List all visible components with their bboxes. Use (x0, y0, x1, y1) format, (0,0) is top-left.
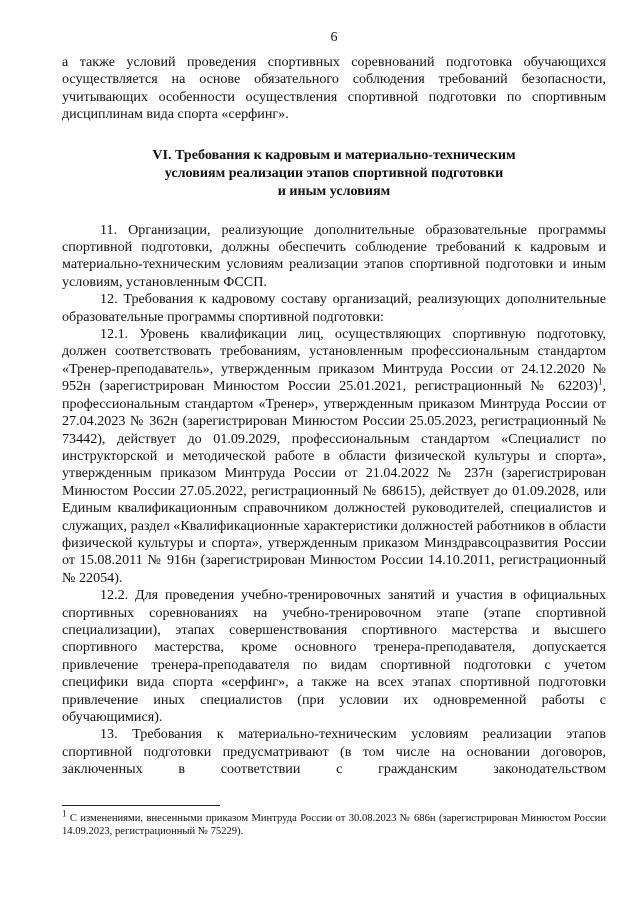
section-heading-line-2: условиям реализации этапов спортивной подготовки (164, 164, 504, 181)
paragraph-12-2: 12.2. Для проведения учебно-тренировочных занятий и участия в официальных спортивных соревнованиях на учебно-тренировочном этапе (этапе спортивной специализации), этапах совершенствования спортивного мастерства и высшего спортивного мастерства, кроме основного тренера-преподавателя, допускается привлечение тренера-преподавателя по видам спортивной подготовки с учетом специфики вида спорта «серфинг», а также на всех этапах спортивной подготовки привлечение иных специалистов (при условии их одновременной работы с обучающимися). (62, 587, 606, 725)
paragraph-13: 13. Требования к материально-техническим условиям реализации этапов спортивной подготовки предусматривают (в том числе на основании договоров, заключенных в соответствии с гражданским законодательством (62, 726, 606, 778)
paragraph-12-1-text-b: , профессиональным стандартом «Тренер», утвержденным приказом Минтруда России от 27.04.2023 № 362н (зарегистрирован Минюстом России 25.05.2023, регистрационный № 73442), действует до 01.09.2029, профессиональным стандартом «Специалист по инструкторской и методической работе в области физической культуры и спорта», утвержденным приказом Минтруда России от 21.04.2022 № 237н (зарегистрирован Минюстом России 27.05.2022, регистрационный № 68615), действует до 01.09.2028, или Единым квалификационным справочником должностей руководителей, специалистов и служащих, раздел «Квалификационные характеристики должностей работников в области физической культуры и спорта», утвержденным приказом Минздравсоцразвития России от 15.08.2011 № 916н (зарегистрирован Минюстом России 14.10.2011, регистрационный № 22054). (62, 378, 606, 586)
intro-paragraph: а также условий проведения спортивных соревнований подготовка обучающихся осуществляется на основе обязательного соблюдения требований безопасности, учитывающих особенности осуществления спортивной подготовки по спортивным дисциплинам вида спорта «серфинг». (62, 54, 606, 123)
page-number: 6 (330, 30, 338, 45)
section-heading-line-3: и иным условиям (277, 182, 391, 199)
paragraph-12-1-text-a: 12.1. Уровень квалификации лиц, осуществляющих спортивную подготовку, должен соответствовать требованиям, установленным профессиональным стандартом «Тренер-преподаватель», утвержденным приказом Минтруда России от 24.12.2020 № 952н (зарегистрирован Минюстом России 25.01.2021, регистрационный № 62203) (62, 326, 606, 395)
footnote-divider (62, 805, 220, 806)
footnote-mark: 1 (62, 808, 67, 819)
paragraph-12: 12. Требования к кадровому составу организаций, реализующих дополнительные образовательные программы спортивной подготовки: (62, 291, 606, 325)
footnote-text: С изменениями, внесенными приказом Минтруда России от 30.08.2023 № 686н (зарегистрирован Минюстом России 14.09.2023, регистрационный № 75229). (62, 813, 606, 837)
paragraph-12-1 (62, 326, 606, 587)
paragraph-11: 11. Организации, реализующие дополнительные образовательные программы спортивной подготовки, должны обеспечить соблюдение требований к кадровым и материально-техническим условиям реализации этапов спортивной подготовки и иным условиям, установленным ФССП. (62, 221, 606, 290)
footnote-reference: 1 (597, 376, 603, 387)
footnote (62, 808, 606, 838)
section-heading (62, 146, 606, 200)
section-heading-line-1: VI. Требования к кадровым и материально-техническим (152, 146, 516, 163)
